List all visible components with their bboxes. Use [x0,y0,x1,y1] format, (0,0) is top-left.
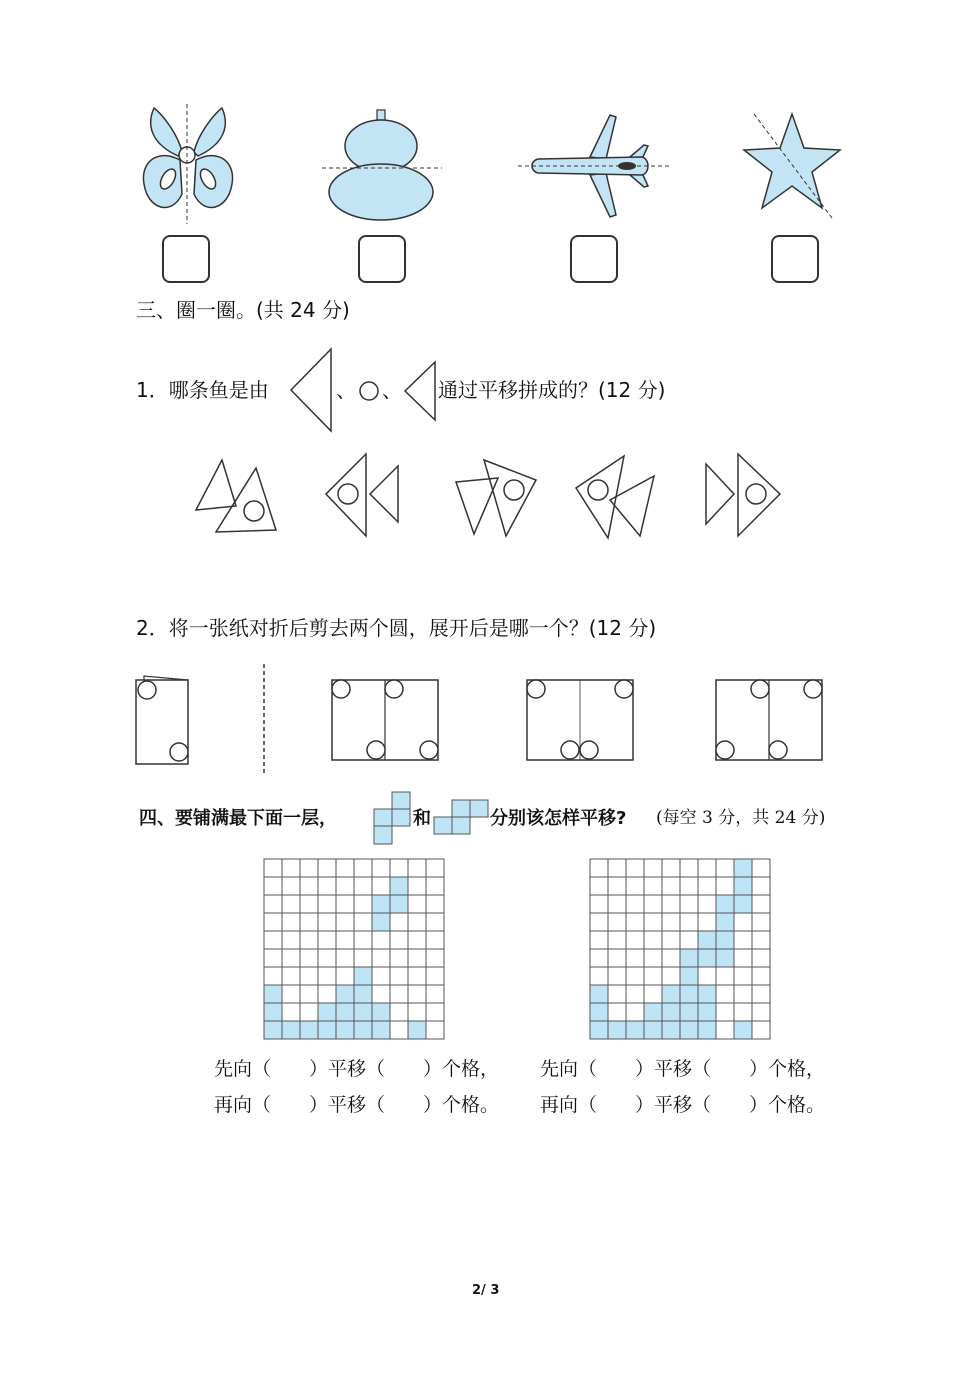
right-grid [589,858,771,1040]
grid-cell [608,931,626,949]
section4-rest: 分别该怎样平移? [490,808,627,829]
grid-cell [390,931,408,949]
grid-cell [716,1003,734,1021]
grid-cell-filled [264,985,282,1003]
grid-cell-filled [716,949,734,967]
grid-cell-filled [318,1003,336,1021]
grid-cell-filled [698,931,716,949]
grid-cell [608,913,626,931]
grid-cell [626,913,644,931]
grid-cell [354,877,372,895]
grid-cell [716,985,734,1003]
answer-box-2[interactable] [358,235,406,283]
grid-cell [608,895,626,913]
grid-cell [752,877,770,895]
grid-cell [608,949,626,967]
star-figure [740,110,844,220]
grid-cell [318,967,336,985]
grid-cell [662,913,680,931]
fish-option-5[interactable] [704,452,782,540]
grid-cell [282,877,300,895]
grid-cell [644,895,662,913]
grid-cell [662,859,680,877]
grid-cell-filled [372,895,390,913]
answer-box-3[interactable] [570,235,618,283]
grid-cell-filled [644,1003,662,1021]
grid-cell [300,877,318,895]
grid-cell [426,1003,444,1021]
q1-prefix: 1．哪条鱼是由 [136,378,269,402]
grid-cell-filled [680,967,698,985]
left-answer-line-2[interactable]: 再向（ ）平移（ ）个格。 [214,1094,500,1116]
grid-cell [408,895,426,913]
grid-cell-filled [698,1021,716,1039]
grid-cell [626,931,644,949]
grid-cell [716,1021,734,1039]
grid-cell [282,931,300,949]
grid-cell [336,895,354,913]
grid-cell [390,859,408,877]
grid-cell [698,859,716,877]
grid-cell [318,895,336,913]
grid-cell [590,967,608,985]
grid-cell [264,895,282,913]
grid-cell-filled [336,985,354,1003]
grid-cell [644,859,662,877]
grid-cell-filled [680,1021,698,1039]
grid-cell [354,913,372,931]
grid-cell-filled [590,985,608,1003]
grid-cell [354,949,372,967]
grid-cell [372,967,390,985]
grid-cell-filled [354,985,372,1003]
grid-cell [626,877,644,895]
grid-cell-filled [662,1003,680,1021]
grid-cell [372,949,390,967]
grid-cell [390,985,408,1003]
section4-title: 四、要铺满最下面一层， [139,808,337,829]
grid-cell [336,913,354,931]
grid-cell [318,949,336,967]
grid-cell [300,859,318,877]
grid-cell [282,913,300,931]
grid-cell [354,931,372,949]
grid-cell [734,931,752,949]
grid-cell [318,859,336,877]
grid-cell [300,1003,318,1021]
grid-cell-filled [408,1021,426,1039]
grid-cell-filled [716,895,734,913]
grid-cell [662,877,680,895]
grid-cell [426,931,444,949]
q1-sep2: 、 [382,378,402,402]
grid-cell [752,913,770,931]
grid-cell [734,913,752,931]
grid-cell [300,967,318,985]
grid-cell [318,877,336,895]
grid-cell-filled [336,1021,354,1039]
grid-cell-filled [626,1021,644,1039]
grid-cell [282,949,300,967]
grid-cell [336,949,354,967]
grid-cell [698,895,716,913]
grid-cell [372,985,390,1003]
grid-cell [590,895,608,913]
grid-cell [426,859,444,877]
answer-box-1[interactable] [162,235,210,283]
fish-option-4[interactable] [574,454,658,540]
grid-cell [318,913,336,931]
grid-cell [644,985,662,1003]
grid-cell-filled [680,1003,698,1021]
grid-cell-filled [354,1003,372,1021]
grid-cell [608,967,626,985]
grid-cell [680,877,698,895]
grid-cell [698,967,716,985]
grid-cell [390,967,408,985]
answer-box-4[interactable] [771,235,819,283]
big-triangle-shape [289,347,335,433]
grid-cell [626,859,644,877]
grid-cell [390,913,408,931]
grid-cell [318,985,336,1003]
grid-cell [408,985,426,1003]
piece-horizontal-s [434,800,490,838]
grid-cell [590,877,608,895]
gourd-figure [322,110,442,222]
grid-cell-filled [698,985,716,1003]
grid-cell [426,949,444,967]
grid-cell-filled [264,1003,282,1021]
grid-cell-filled [608,1021,626,1039]
grid-cell [626,985,644,1003]
grid-cell [426,985,444,1003]
unfolded-option-2[interactable] [525,678,635,762]
grid-cell-filled [734,895,752,913]
grid-cell [336,859,354,877]
grid-cell [426,895,444,913]
grid-cell [264,859,282,877]
grid-cell [626,949,644,967]
grid-cell-filled [264,1021,282,1039]
q1-sep1: 、 [336,378,356,402]
grid-cell [662,967,680,985]
fish-option-3[interactable] [454,458,538,538]
grid-cell [716,859,734,877]
grid-cell [590,949,608,967]
section4-and: 和 [413,808,431,829]
q2-text: 2．将一张纸对折后剪去两个圆，展开后是哪一个？(12 分) [136,616,657,640]
folded-paper [134,674,194,766]
grid-cell-filled [336,1003,354,1021]
grid-cell [662,931,680,949]
grid-cell-filled [354,1021,372,1039]
grid-cell [408,877,426,895]
grid-cell [680,913,698,931]
grid-cell-filled [680,985,698,1003]
grid-cell-filled [282,1021,300,1039]
grid-cell [608,859,626,877]
grid-cell [336,877,354,895]
grid-cell-filled [300,1021,318,1039]
grid-cell [644,913,662,931]
grid-cell [644,877,662,895]
butterfly-figure [138,104,238,224]
grid-cell [644,931,662,949]
grid-cell [752,931,770,949]
grid-cell-filled [698,1003,716,1021]
small-triangle-shape [403,360,437,422]
grid-cell [300,949,318,967]
grid-cell [426,913,444,931]
grid-cell [372,877,390,895]
fish-option-2[interactable] [324,452,402,540]
grid-cell [282,967,300,985]
grid-cell-filled [734,877,752,895]
grid-cell [390,949,408,967]
grid-cell-filled [662,1021,680,1039]
grid-cell [590,931,608,949]
page-number: 2/ 3 [472,1283,500,1298]
grid-cell [426,967,444,985]
grid-cell-filled [372,913,390,931]
grid-cell [752,859,770,877]
grid-cell [698,877,716,895]
grid-cell [372,931,390,949]
grid-cell [644,967,662,985]
grid-cell-filled [372,1021,390,1039]
grid-cell [752,985,770,1003]
grid-cell [734,1003,752,1021]
grid-cell-filled [734,1021,752,1039]
left-grid [263,858,445,1040]
grid-cell [644,949,662,967]
grid-cell [354,859,372,877]
grid-cell [734,985,752,1003]
grid-cell [408,859,426,877]
grid-cell [336,967,354,985]
grid-cell [680,931,698,949]
grid-cell [734,967,752,985]
grid-cell [264,967,282,985]
grid-cell [716,877,734,895]
grid-cell [300,985,318,1003]
grid-cell-filled [390,895,408,913]
grid-cell [716,967,734,985]
grid-cell-filled [372,1003,390,1021]
divider-dashed-line [262,664,266,774]
grid-cell-filled [644,1021,662,1039]
grid-cell [390,1021,408,1039]
section4-note: (每空 3 分，共 24 分) [656,808,826,828]
grid-cell [680,859,698,877]
circle-shape [358,380,380,402]
grid-cell [408,1003,426,1021]
grid-cell-filled [680,949,698,967]
grid-cell-filled [698,949,716,967]
grid-cell [408,931,426,949]
grid-cell [752,1021,770,1039]
grid-cell [408,949,426,967]
grid-cell [264,931,282,949]
grid-cell [282,895,300,913]
grid-cell-filled [662,985,680,1003]
grid-cell [408,967,426,985]
grid-cell [300,931,318,949]
grid-cell [626,895,644,913]
left-answer-line-1[interactable]: 先向（ ）平移（ ）个格， [214,1058,500,1080]
grid-cell [698,913,716,931]
grid-cell-filled [318,1021,336,1039]
fish-option-1[interactable] [194,458,280,540]
grid-cell [336,931,354,949]
grid-cell-filled [734,859,752,877]
grid-cell [608,985,626,1003]
grid-cell [626,967,644,985]
grid-cell [734,949,752,967]
grid-cell-filled [390,877,408,895]
airplane-figure [518,113,672,219]
grid-cell [608,1003,626,1021]
grid-cell [426,1021,444,1039]
grid-cell [264,913,282,931]
right-answer-line-2[interactable]: 再向（ ）平移（ ）个格。 [540,1094,826,1116]
right-answer-line-1[interactable]: 先向（ ）平移（ ）个格， [540,1058,826,1080]
grid-cell [264,949,282,967]
grid-cell [354,895,372,913]
grid-cell-filled [590,1021,608,1039]
piece-vertical-s [374,792,412,846]
grid-cell [426,877,444,895]
grid-cell [752,895,770,913]
grid-cell [282,1003,300,1021]
section3-title: 三、圈一圈。(共 24 分) [136,298,350,322]
grid-cell [590,913,608,931]
grid-cell [282,985,300,1003]
grid-cell [680,895,698,913]
grid-cell [264,877,282,895]
grid-cell [752,967,770,985]
grid-cell [300,913,318,931]
grid-cell-filled [716,931,734,949]
unfolded-option-1[interactable] [330,678,440,762]
grid-cell [626,1003,644,1021]
grid-cell [752,1003,770,1021]
q1-suffix: 通过平移拼成的？(12 分) [438,378,666,402]
grid-cell [662,949,680,967]
grid-cell-filled [716,913,734,931]
grid-cell-filled [354,967,372,985]
grid-cell [318,931,336,949]
grid-cell [590,859,608,877]
grid-cell [608,877,626,895]
grid-cell [662,895,680,913]
grid-cell [752,949,770,967]
unfolded-option-3[interactable] [714,678,824,762]
grid-cell-filled [590,1003,608,1021]
grid-cell [408,913,426,931]
grid-cell [300,895,318,913]
grid-cell [390,1003,408,1021]
grid-cell [282,859,300,877]
grid-cell [372,859,390,877]
